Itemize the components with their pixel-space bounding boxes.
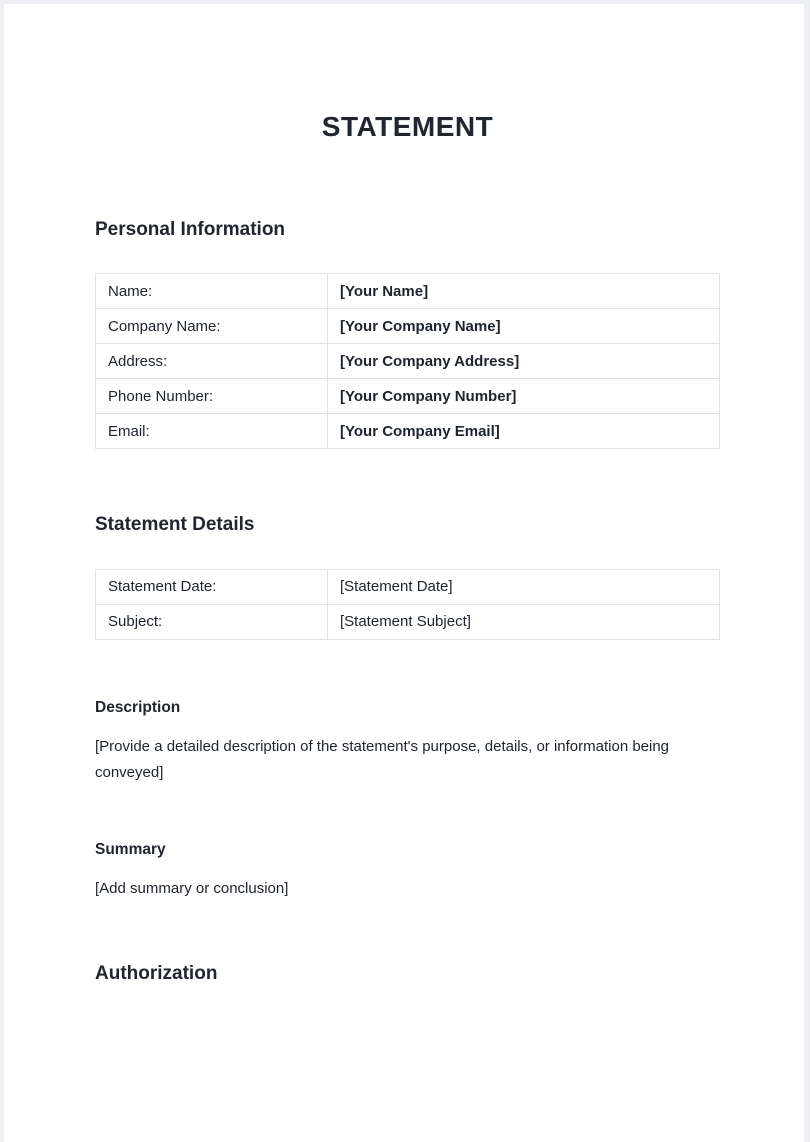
sub-heading-summary: Summary xyxy=(95,841,166,859)
statement-details-table xyxy=(95,569,720,640)
row-label: Name: xyxy=(96,274,328,309)
table-row xyxy=(96,344,720,379)
row-value: [Your Name] xyxy=(328,274,720,309)
row-value: [Your Company Email] xyxy=(328,414,720,449)
row-value: [Statement Date] xyxy=(328,569,720,604)
table-row xyxy=(96,379,720,414)
description-text: [Provide a detailed description of the statement's purpose, details, or information being conveyed] xyxy=(95,738,670,782)
row-value: [Statement Subject] xyxy=(328,604,720,639)
table-row xyxy=(96,569,720,604)
section-heading-authorization: Authorization xyxy=(95,963,218,985)
row-label: Subject: xyxy=(96,604,328,639)
row-label: Statement Date: xyxy=(96,569,328,604)
table-row xyxy=(96,414,720,449)
document-content xyxy=(4,4,804,1027)
summary-text: [Add summary or conclusion] xyxy=(95,880,289,898)
document-title: STATEMENT xyxy=(321,111,494,142)
row-value: [Your Company Number] xyxy=(328,379,720,414)
section-heading-statement-details: Statement Details xyxy=(95,514,255,536)
row-label: Address: xyxy=(96,344,328,379)
row-value: [Your Company Name] xyxy=(328,309,720,344)
row-value: [Your Company Address] xyxy=(328,344,720,379)
document-page xyxy=(4,4,804,1142)
personal-information-table xyxy=(95,273,720,449)
row-label: Phone Number: xyxy=(96,379,328,414)
row-label: Email: xyxy=(96,414,328,449)
row-label: Company Name: xyxy=(96,309,328,344)
table-row xyxy=(96,274,720,309)
table-row xyxy=(96,604,720,639)
table-row xyxy=(96,309,720,344)
section-heading-personal-information: Personal Information xyxy=(95,218,286,240)
sub-heading-description: Description xyxy=(95,698,181,716)
